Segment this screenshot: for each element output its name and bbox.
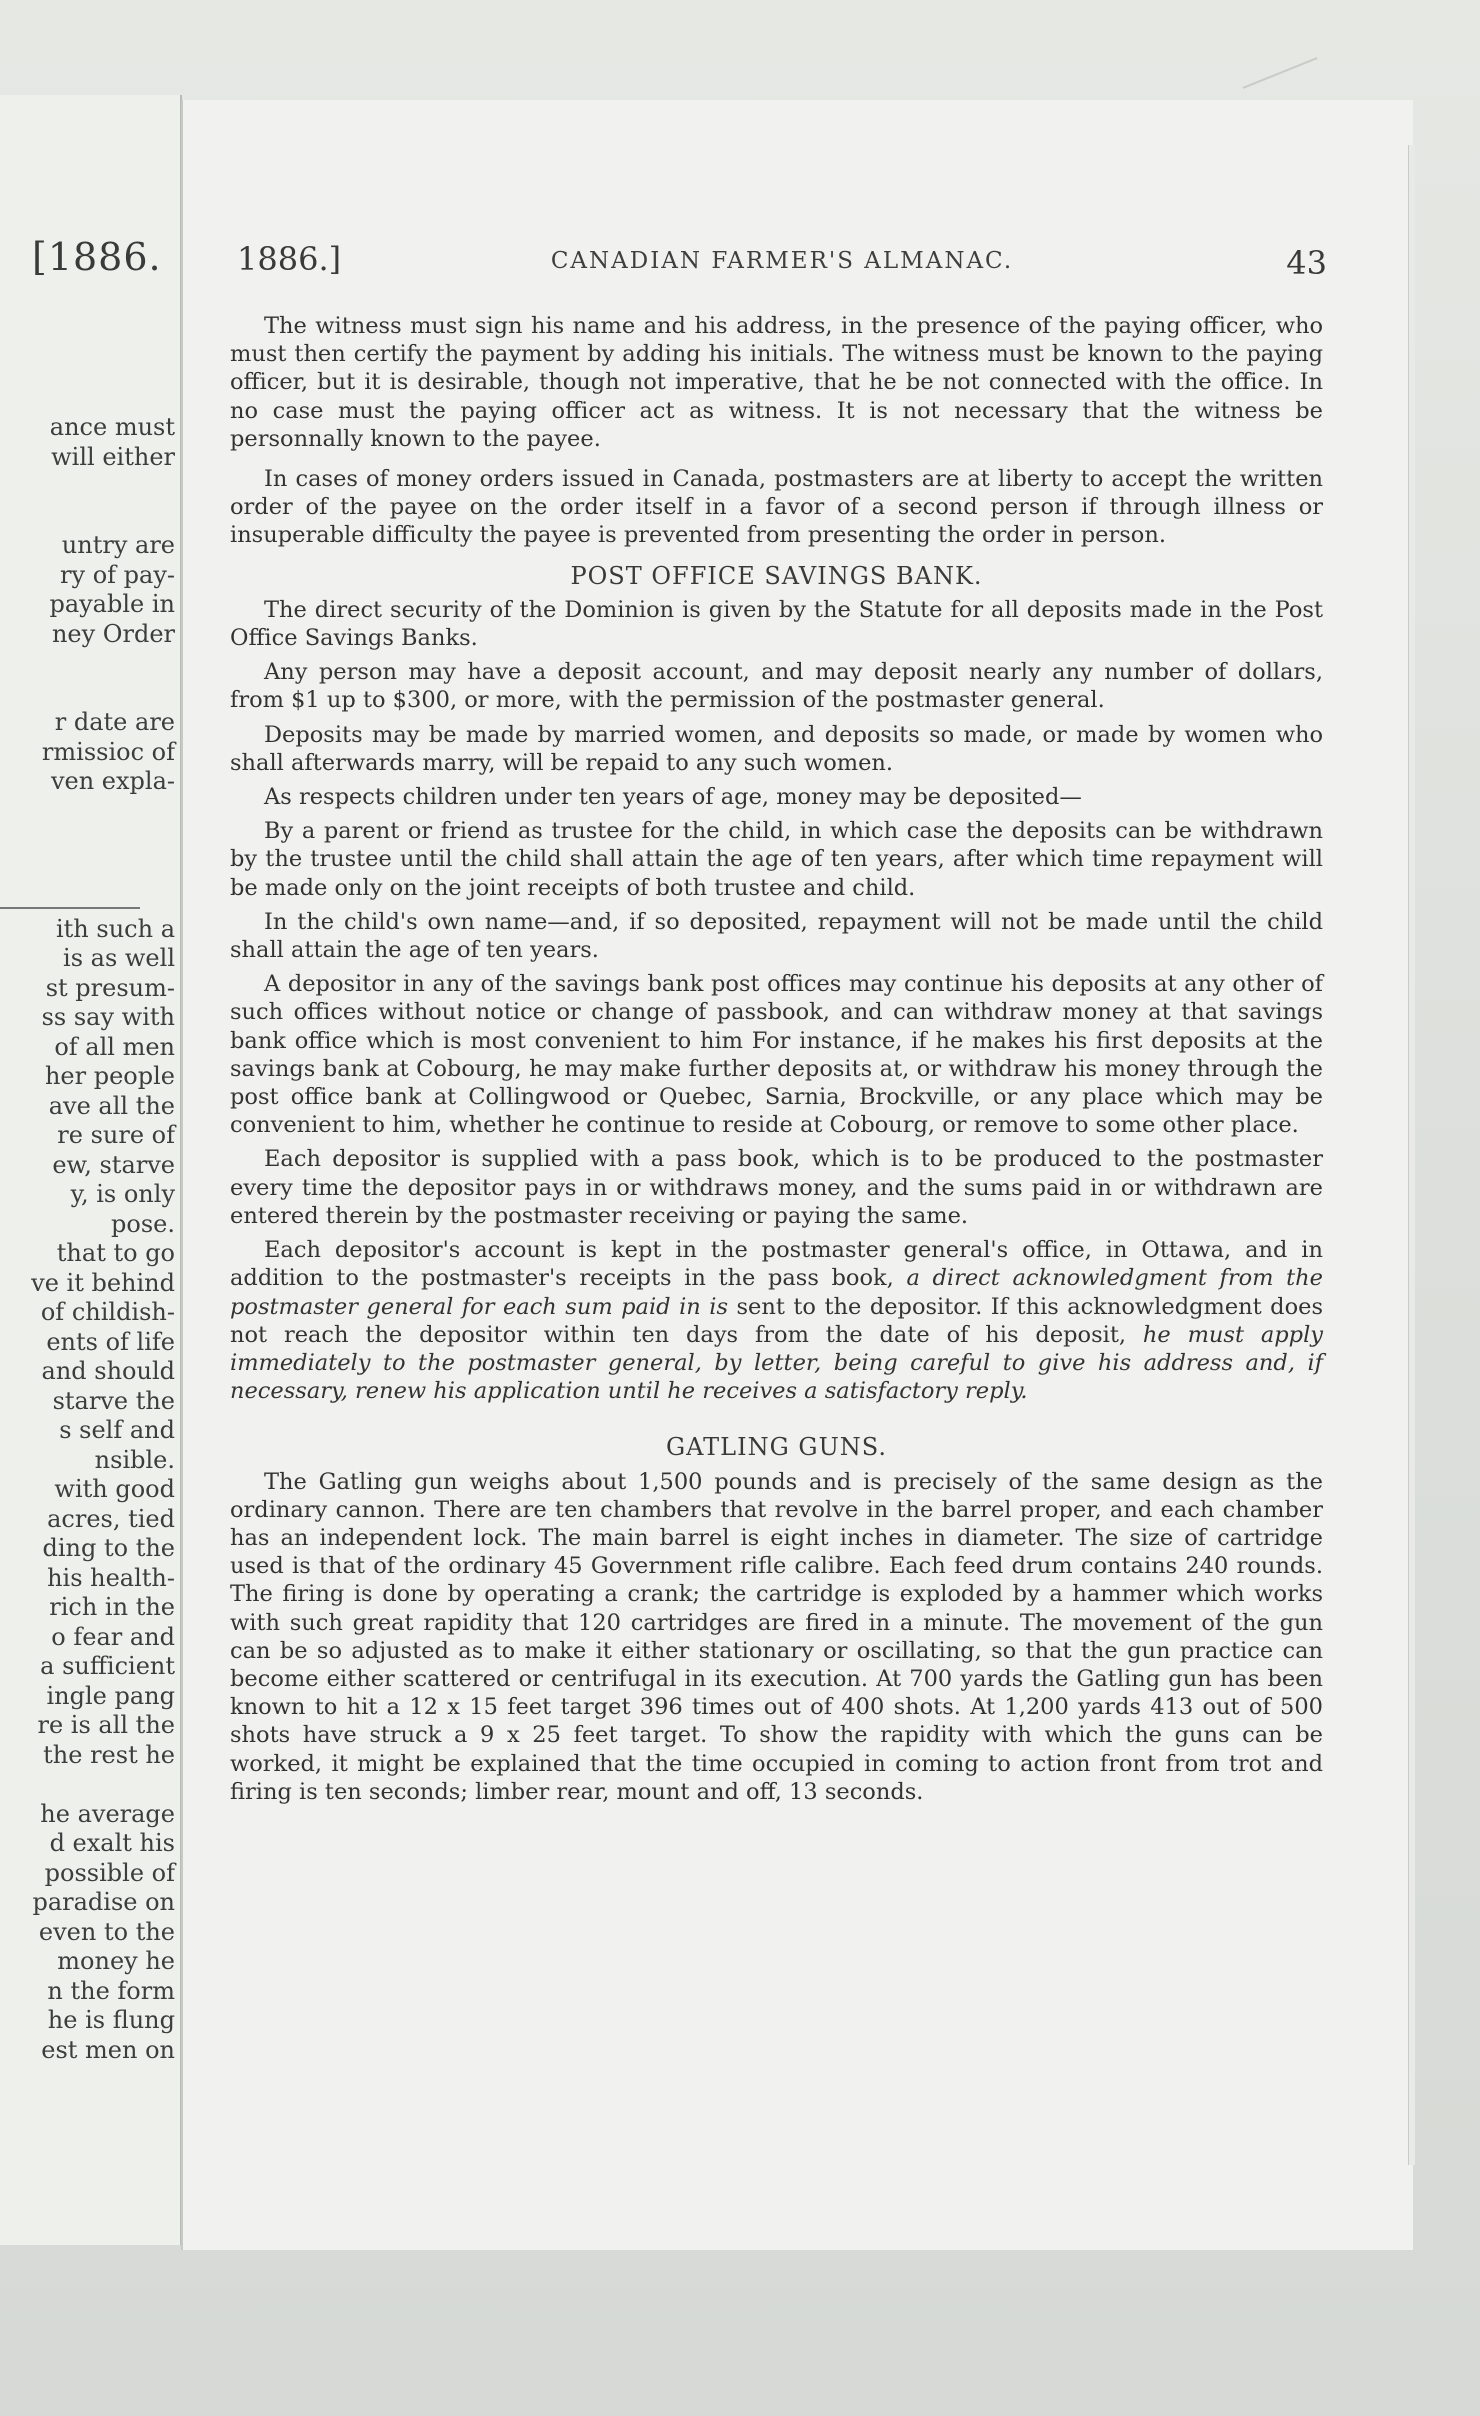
left-facing-page (0, 95, 182, 2245)
left-page-line: ding to the (42, 1534, 175, 1562)
left-page-line (0, 856, 175, 886)
left-page-line (0, 502, 175, 532)
left-page-line: rich in the (49, 1593, 175, 1621)
left-page-line: he is flung (47, 2006, 175, 2034)
left-page-line: ven expla- (50, 767, 175, 795)
heading-gatling-guns: GATLING GUNS. (665, 1433, 888, 1462)
left-page-line: and should (41, 1357, 175, 1385)
left-page-line: even to the (38, 1917, 175, 1946)
left-page-line (0, 472, 175, 502)
paragraph-security: The direct security of the Dominion is given by the Statute for all deposits made in the Post Office Savings Banks. (230, 596, 1323, 652)
left-page-line: rmissioc of (41, 737, 175, 766)
left-page-line: ith such a (55, 914, 175, 943)
page-number: 43 (1286, 244, 1327, 282)
left-page-line (0, 885, 175, 915)
left-page-line: ew, starve (52, 1150, 175, 1179)
left-page-line: ry of pay- (60, 560, 175, 589)
left-page-line: ve it behind (31, 1268, 175, 1297)
left-page-line: r date are (54, 708, 175, 736)
left-page-line: re is all the (37, 1711, 175, 1739)
left-page-line: n the form (47, 1976, 175, 2005)
left-page-line: o fear and (51, 1622, 175, 1651)
ack-text-2: a direct acknowledgment from the postmaster general for each sum paid in is (230, 1265, 1323, 1320)
left-page-line (0, 826, 175, 856)
heading-savings-bank: POST OFFICE SAVINGS BANK. (570, 561, 983, 590)
left-page-line: of childish- (40, 1298, 175, 1326)
left-page-text (0, 413, 175, 2065)
left-page-line: nsible. (94, 1445, 175, 1474)
left-page-line (0, 797, 175, 827)
left-page-line: he average (40, 1799, 175, 1828)
paragraph-gatling: The Gatling gun weighs about 1,500 pounds and is precisely of the same design as the ordinary cannon. There are ten chambers that revolve in the barrel proper, and each chamber has an independent lock. The main barrel is eight inches in diameter. The size of cartridge used is that of the ordinary 45 Government rifle calibre. Each feed drum contains 240 rounds. The firing is done by operating a crank; the cartridge is exploded by a hammer which works with such great rapidity that 120 cartridges are fired in a minute. The movement of the gun can be so adjusted as to make it either stationary or oscillating, so that the gun practice can become either scattered or centrifugal in its execution. At 700 yards the Gatling gun has been known to hit a 12 x 15 feet target 396 times out of 400 shots. At 1,200 yards 413 out of 500 shots have struck a 9 x 25 feet target. To show the rapidity with which the guns can be worked, it might be explained that the time occupied in coming to action front from trot and firing is ten seconds; limber rear, mount and off, 13 seconds. (230, 1468, 1323, 1805)
header-year: 1886.] (237, 240, 342, 278)
left-page-line: st presum- (45, 973, 175, 1002)
paragraph-other-offices: A depositor in any of the savings bank post offices may continue his deposits at any other of such offices without notice or change of passbook, and can withdraw money at that savings bank office which is most convenient to him For instance, if he makes his first deposits at the savings bank at Cobourg, he may make further deposits at, or withdraw his money through the post office bank at Collingwood or Quebec, Sarnia, Brockville, or any place which may be convenient to him, whether he continue to reside at Cobourg, or remove to some other place. (230, 971, 1323, 1139)
left-page-line: ave all the (48, 1091, 175, 1120)
left-page-line: untry are (61, 531, 175, 559)
left-page-year: [1886. (32, 235, 162, 279)
paragraph-child-name: In the child's own name—and, if so deposited, repayment will not be made until the child shall attain the age of ten years. (230, 908, 1323, 964)
left-page-line: est men on (41, 2035, 175, 2064)
left-page-line: ingle pang (46, 1681, 175, 1710)
header-title: CANADIAN FARMER'S ALMANAC. (550, 248, 1014, 274)
page-header (237, 240, 1327, 290)
paragraph-acknowledgment (230, 1236, 1323, 1405)
left-page-line: d exalt his (49, 1829, 175, 1857)
paragraph-pass-book: Each depositor is supplied with a pass book, which is to be produced to the postmaster every time the depositor pays in or withdraws money, and the sums paid in or withdrawn are entered therein by the postmaster receiving or paying the same. (230, 1146, 1323, 1229)
left-page-line: ss say with (41, 1003, 175, 1031)
page-body (230, 312, 1323, 1818)
paragraph-deposit-account: Any person may have a deposit account, and may deposit nearly any number of dollars, from $1 up to $300, or more, with the permission of the postmaster general. (230, 659, 1323, 714)
left-page-line: of all men (54, 1032, 175, 1061)
paragraph-married-women: Deposits may be made by married women, and deposits so made, or made by women who shall afterwards marry, will be repaid to any such women. (230, 721, 1323, 776)
left-page-line: ents of life (46, 1327, 175, 1356)
left-page-line: the rest he (43, 1740, 175, 1769)
left-page-line: acres, tied (47, 1504, 175, 1533)
ack-text-4: he must apply immediately to the postmaster general, by letter, being careful to give his address and, if necessary, renew his application until he receives a satisfactory reply. (230, 1321, 1323, 1405)
left-page-line: y, is only (70, 1180, 175, 1208)
left-page-line (0, 1770, 175, 1800)
paragraph-witness: The witness must sign his name and his address, in the presence of the paying officer, who must then certify the payment by adding his initials. The witness must be known to the paying officer, but it is desirable, though not imperative, that he be not connected with the office. In no case must the paying officer act as witness. It is not necessary that the witness be personnally known to the payee. (230, 313, 1323, 452)
left-page-line: ance must (49, 413, 175, 441)
left-page-line (0, 649, 175, 679)
left-page-line: pose. (111, 1209, 175, 1238)
left-page-line (0, 679, 175, 709)
left-page-line: his health- (47, 1563, 175, 1592)
left-page-line: possible of (44, 1858, 175, 1887)
left-page-line: re sure of (57, 1121, 175, 1149)
left-page-line: payable in (49, 590, 175, 618)
left-page-line: will either (51, 442, 175, 471)
left-page-line: starve the (52, 1386, 175, 1415)
ack-text-1: Each depositor's account is kept in the postmaster general's office, in Ottawa, and in addition to the postmaster's receipts in the pass book, (230, 1237, 1323, 1292)
paragraph-trustee: By a parent or friend as trustee for the child, in which case the deposits can be withdrawn by the trustee until the child shall attain the age of ten years, after which time repayment will be made only on the joint receipts of both trustee and child. (230, 818, 1323, 901)
left-page-line: her people (44, 1062, 175, 1090)
paragraph-money-orders: In cases of money orders issued in Canada, postmasters are at liberty to accept the written order of the payee on the order itself in a favor of a second person if through illness or insuperable difficulty the payee is prevented from presenting the order in person. (230, 466, 1323, 549)
left-page-rule (0, 907, 140, 909)
left-page-line: is as well (63, 944, 175, 972)
left-page-line: with good (54, 1475, 175, 1503)
page-edge (1408, 145, 1415, 2165)
left-page-line: money he (57, 1947, 175, 1975)
left-page-line: that to go (56, 1239, 175, 1267)
paragraph-children: As respects children under ten years of age, money may be deposited— (264, 784, 1082, 811)
left-page-line: a sufficient (40, 1652, 175, 1680)
ack-text-3: sent to the depositor. If this acknowledgment does not reach the depositor within ten days from the date of his deposit, (230, 1293, 1323, 1348)
left-page-line: paradise on (32, 1888, 175, 1916)
left-page-line: s self and (59, 1416, 175, 1444)
left-page-line: ney Order (51, 619, 175, 648)
